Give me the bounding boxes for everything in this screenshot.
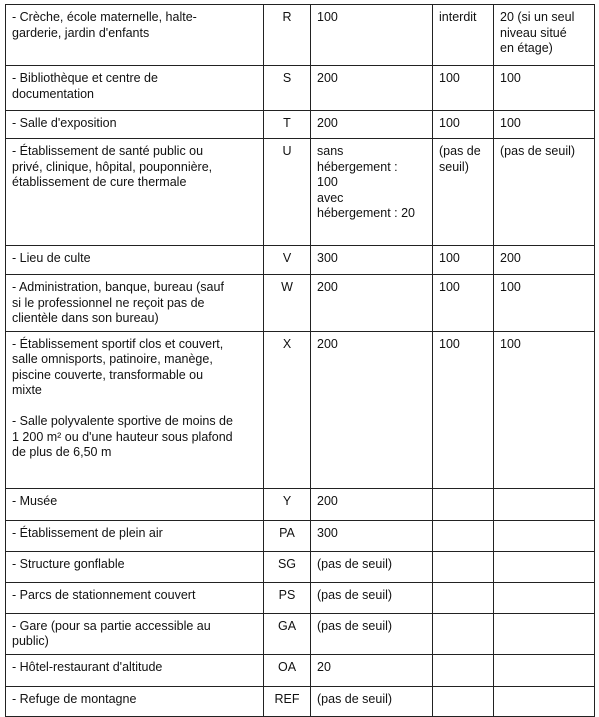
cell-text-line: interdit [439, 10, 477, 24]
cell-text: U [282, 144, 292, 158]
upper-floor-threshold-cell [494, 139, 595, 246]
type-code-cell [264, 551, 311, 582]
underground-threshold-cell [433, 5, 494, 66]
cell-text-line: - Hôtel-restaurant d'altitude [12, 659, 163, 674]
threshold-cell [311, 246, 433, 275]
activity-cell [6, 686, 264, 716]
threshold-cell [311, 139, 433, 246]
cell-text-line: - Parcs de stationnement couvert [12, 587, 196, 602]
cell-text-line: public) [12, 634, 49, 648]
cell-text-line: - Salle d'exposition [12, 116, 117, 130]
activity-cell [6, 582, 264, 613]
cell-text: X [282, 336, 292, 351]
type-code-cell [264, 654, 311, 686]
underground-threshold-cell [433, 654, 494, 686]
cell-text-line: 100 [439, 71, 460, 85]
type-code-cell [264, 331, 311, 488]
type-code-cell [264, 686, 311, 716]
upper-floor-threshold-cell [494, 111, 595, 139]
cell-text-line: - Établissement sportif clos et couvert, [12, 336, 224, 351]
cell-text-line: - Crèche, école maternelle, halte- [12, 10, 197, 24]
cell-text-line: 300 [317, 525, 338, 540]
cell-text-line: clientèle dans son bureau) [12, 311, 159, 325]
cell-text-line: (pas de seuil) [317, 556, 393, 571]
threshold-cell [311, 331, 433, 488]
table-body [6, 5, 595, 717]
cell-text-line: 200 [317, 71, 338, 85]
underground-threshold-cell [433, 488, 494, 520]
threshold-cell [311, 520, 433, 551]
cell-text-line: - Musée [12, 493, 58, 508]
cell-text-line: - Établissement de santé public ou [12, 144, 204, 158]
cell-text-line: 200 [317, 336, 338, 351]
cell-text-line: - Établissement de plein air [12, 525, 163, 540]
cell-text-line: (pas de seuil) [317, 587, 393, 602]
cell-text-line: si le professionnel ne reçoit pas de [12, 295, 205, 310]
underground-threshold-cell [433, 686, 494, 716]
type-code-cell [264, 520, 311, 551]
table-row [6, 139, 595, 246]
underground-threshold-cell [433, 139, 494, 246]
cell-text-line: (pas de seuil) [317, 691, 393, 706]
cell-text: OA [277, 659, 297, 674]
cell-text-line: avec [317, 190, 344, 205]
type-code-cell [264, 139, 311, 246]
cell-text-line: 200 [317, 116, 338, 130]
cell-text-line: sans [317, 144, 344, 158]
table-row [6, 551, 595, 582]
type-code-cell [264, 488, 311, 520]
cell-text-line: garderie, jardin d'enfants [12, 25, 150, 40]
activity-cell [6, 488, 264, 520]
underground-threshold-cell [433, 613, 494, 654]
underground-threshold-cell [433, 246, 494, 275]
underground-threshold-cell [433, 520, 494, 551]
cell-text: Y [282, 493, 292, 508]
cell-text: PA [279, 525, 295, 540]
upper-floor-threshold-cell [494, 654, 595, 686]
upper-floor-threshold-cell [494, 686, 595, 716]
threshold-cell [311, 66, 433, 111]
cell-text-line: - Bibliothèque et centre de [12, 71, 158, 85]
cell-text-line: 100 [500, 336, 521, 351]
upper-floor-threshold-cell [494, 66, 595, 111]
cell-text-line: (pas de seuil) [317, 618, 393, 633]
type-code-cell [264, 613, 311, 654]
threshold-cell [311, 654, 433, 686]
cell-text-line: - Gare (pour sa partie accessible au [12, 618, 211, 633]
activity-cell [6, 5, 264, 66]
activity-cell [6, 139, 264, 246]
cell-text-line: 100 [500, 116, 521, 130]
upper-floor-threshold-cell [494, 613, 595, 654]
cell-text-line: documentation [12, 86, 95, 101]
upper-floor-threshold-cell [494, 5, 595, 66]
cell-text-line: salle omnisports, patinoire, manège, [12, 352, 213, 366]
upper-floor-threshold-cell [494, 246, 595, 275]
cell-text-line: niveau situé [500, 25, 567, 40]
cell-text-line: - Structure gonflable [12, 556, 125, 571]
cell-text-line: en étage) [500, 41, 553, 55]
cell-text: W [281, 280, 293, 294]
threshold-cell [311, 5, 433, 66]
underground-threshold-cell [433, 331, 494, 488]
underground-threshold-cell [433, 111, 494, 139]
cell-text-line: 300 [317, 251, 338, 265]
table-row [6, 520, 595, 551]
table-row [6, 275, 595, 332]
upper-floor-threshold-cell [494, 275, 595, 332]
cell-text-line: 1 200 m² ou d'une hauteur sous plafond [12, 429, 233, 444]
threshold-cell [311, 551, 433, 582]
table-row [6, 5, 595, 66]
cell-text-line: 100 [439, 280, 460, 294]
cell-text: SG [277, 556, 297, 571]
activity-cell [6, 613, 264, 654]
cell-text: S [282, 71, 292, 85]
cell-text: REF [274, 691, 300, 706]
cell-text: GA [277, 618, 297, 633]
underground-threshold-cell [433, 66, 494, 111]
cell-text-line: seuil) [439, 159, 469, 174]
cell-text-line: (pas de [439, 144, 481, 158]
cell-text-line: 200 [500, 251, 521, 265]
threshold-cell [311, 111, 433, 139]
cell-text-line: 200 [317, 280, 338, 294]
cell-text: R [282, 10, 292, 24]
cell-text-line: 100 [500, 280, 521, 294]
activity-cell [6, 654, 264, 686]
type-code-cell [264, 111, 311, 139]
threshold-cell [311, 613, 433, 654]
cell-text-line: 100 [439, 116, 460, 130]
cell-text-line: privé, clinique, hôpital, pouponnière, [12, 159, 213, 174]
table-row [6, 686, 595, 716]
cell-text-line: 100 [439, 336, 460, 351]
upper-floor-threshold-cell [494, 520, 595, 551]
activity-cell [6, 66, 264, 111]
upper-floor-threshold-cell [494, 551, 595, 582]
cell-text-line: mixte [12, 383, 42, 397]
table-row [6, 331, 595, 488]
table-row [6, 488, 595, 520]
cell-text-line: 100 [317, 175, 338, 189]
cell-text-line: 100 [317, 10, 338, 24]
cell-text-line: piscine couverte, transformable ou [12, 367, 204, 382]
cell-text-line: - Lieu de culte [12, 251, 91, 265]
table-row [6, 66, 595, 111]
underground-threshold-cell [433, 275, 494, 332]
cell-text-line: de plus de 6,50 m [12, 445, 112, 459]
paragraph-gap [12, 399, 257, 415]
cell-text-line: - Salle polyvalente sportive de moins de [12, 414, 233, 428]
cell-text-line: 100 [500, 71, 521, 85]
threshold-cell [311, 582, 433, 613]
cell-text-line: 20 [317, 659, 331, 674]
cell-text-line: hébergement : 20 [317, 206, 415, 220]
type-code-cell [264, 275, 311, 332]
activity-cell [6, 520, 264, 551]
activity-cell [6, 246, 264, 275]
erp-threshold-table [5, 4, 595, 717]
cell-text-line: 20 (si un seul [500, 10, 575, 24]
table-row [6, 654, 595, 686]
cell-text-line: 200 [317, 493, 338, 508]
upper-floor-threshold-cell [494, 488, 595, 520]
activity-cell [6, 111, 264, 139]
type-code-cell [264, 582, 311, 613]
underground-threshold-cell [433, 551, 494, 582]
activity-cell [6, 551, 264, 582]
threshold-cell [311, 275, 433, 332]
cell-text: T [283, 116, 291, 130]
type-code-cell [264, 66, 311, 111]
cell-text-line: - Refuge de montagne [12, 691, 137, 706]
threshold-cell [311, 686, 433, 716]
table-row [6, 246, 595, 275]
threshold-cell [311, 488, 433, 520]
cell-text-line: hébergement : [317, 159, 398, 174]
cell-text: PS [278, 587, 296, 602]
table-row [6, 582, 595, 613]
cell-text-line: (pas de seuil) [500, 144, 576, 158]
type-code-cell [264, 246, 311, 275]
upper-floor-threshold-cell [494, 331, 595, 488]
upper-floor-threshold-cell [494, 582, 595, 613]
table-row [6, 613, 595, 654]
type-code-cell [264, 5, 311, 66]
cell-text-line: - Administration, banque, bureau (sauf [12, 280, 224, 294]
cell-text: V [282, 251, 292, 265]
cell-text-line: établissement de cure thermale [12, 175, 187, 189]
underground-threshold-cell [433, 582, 494, 613]
activity-cell [6, 331, 264, 488]
cell-text-line: 100 [439, 251, 460, 265]
activity-cell [6, 275, 264, 332]
table-row [6, 111, 595, 139]
